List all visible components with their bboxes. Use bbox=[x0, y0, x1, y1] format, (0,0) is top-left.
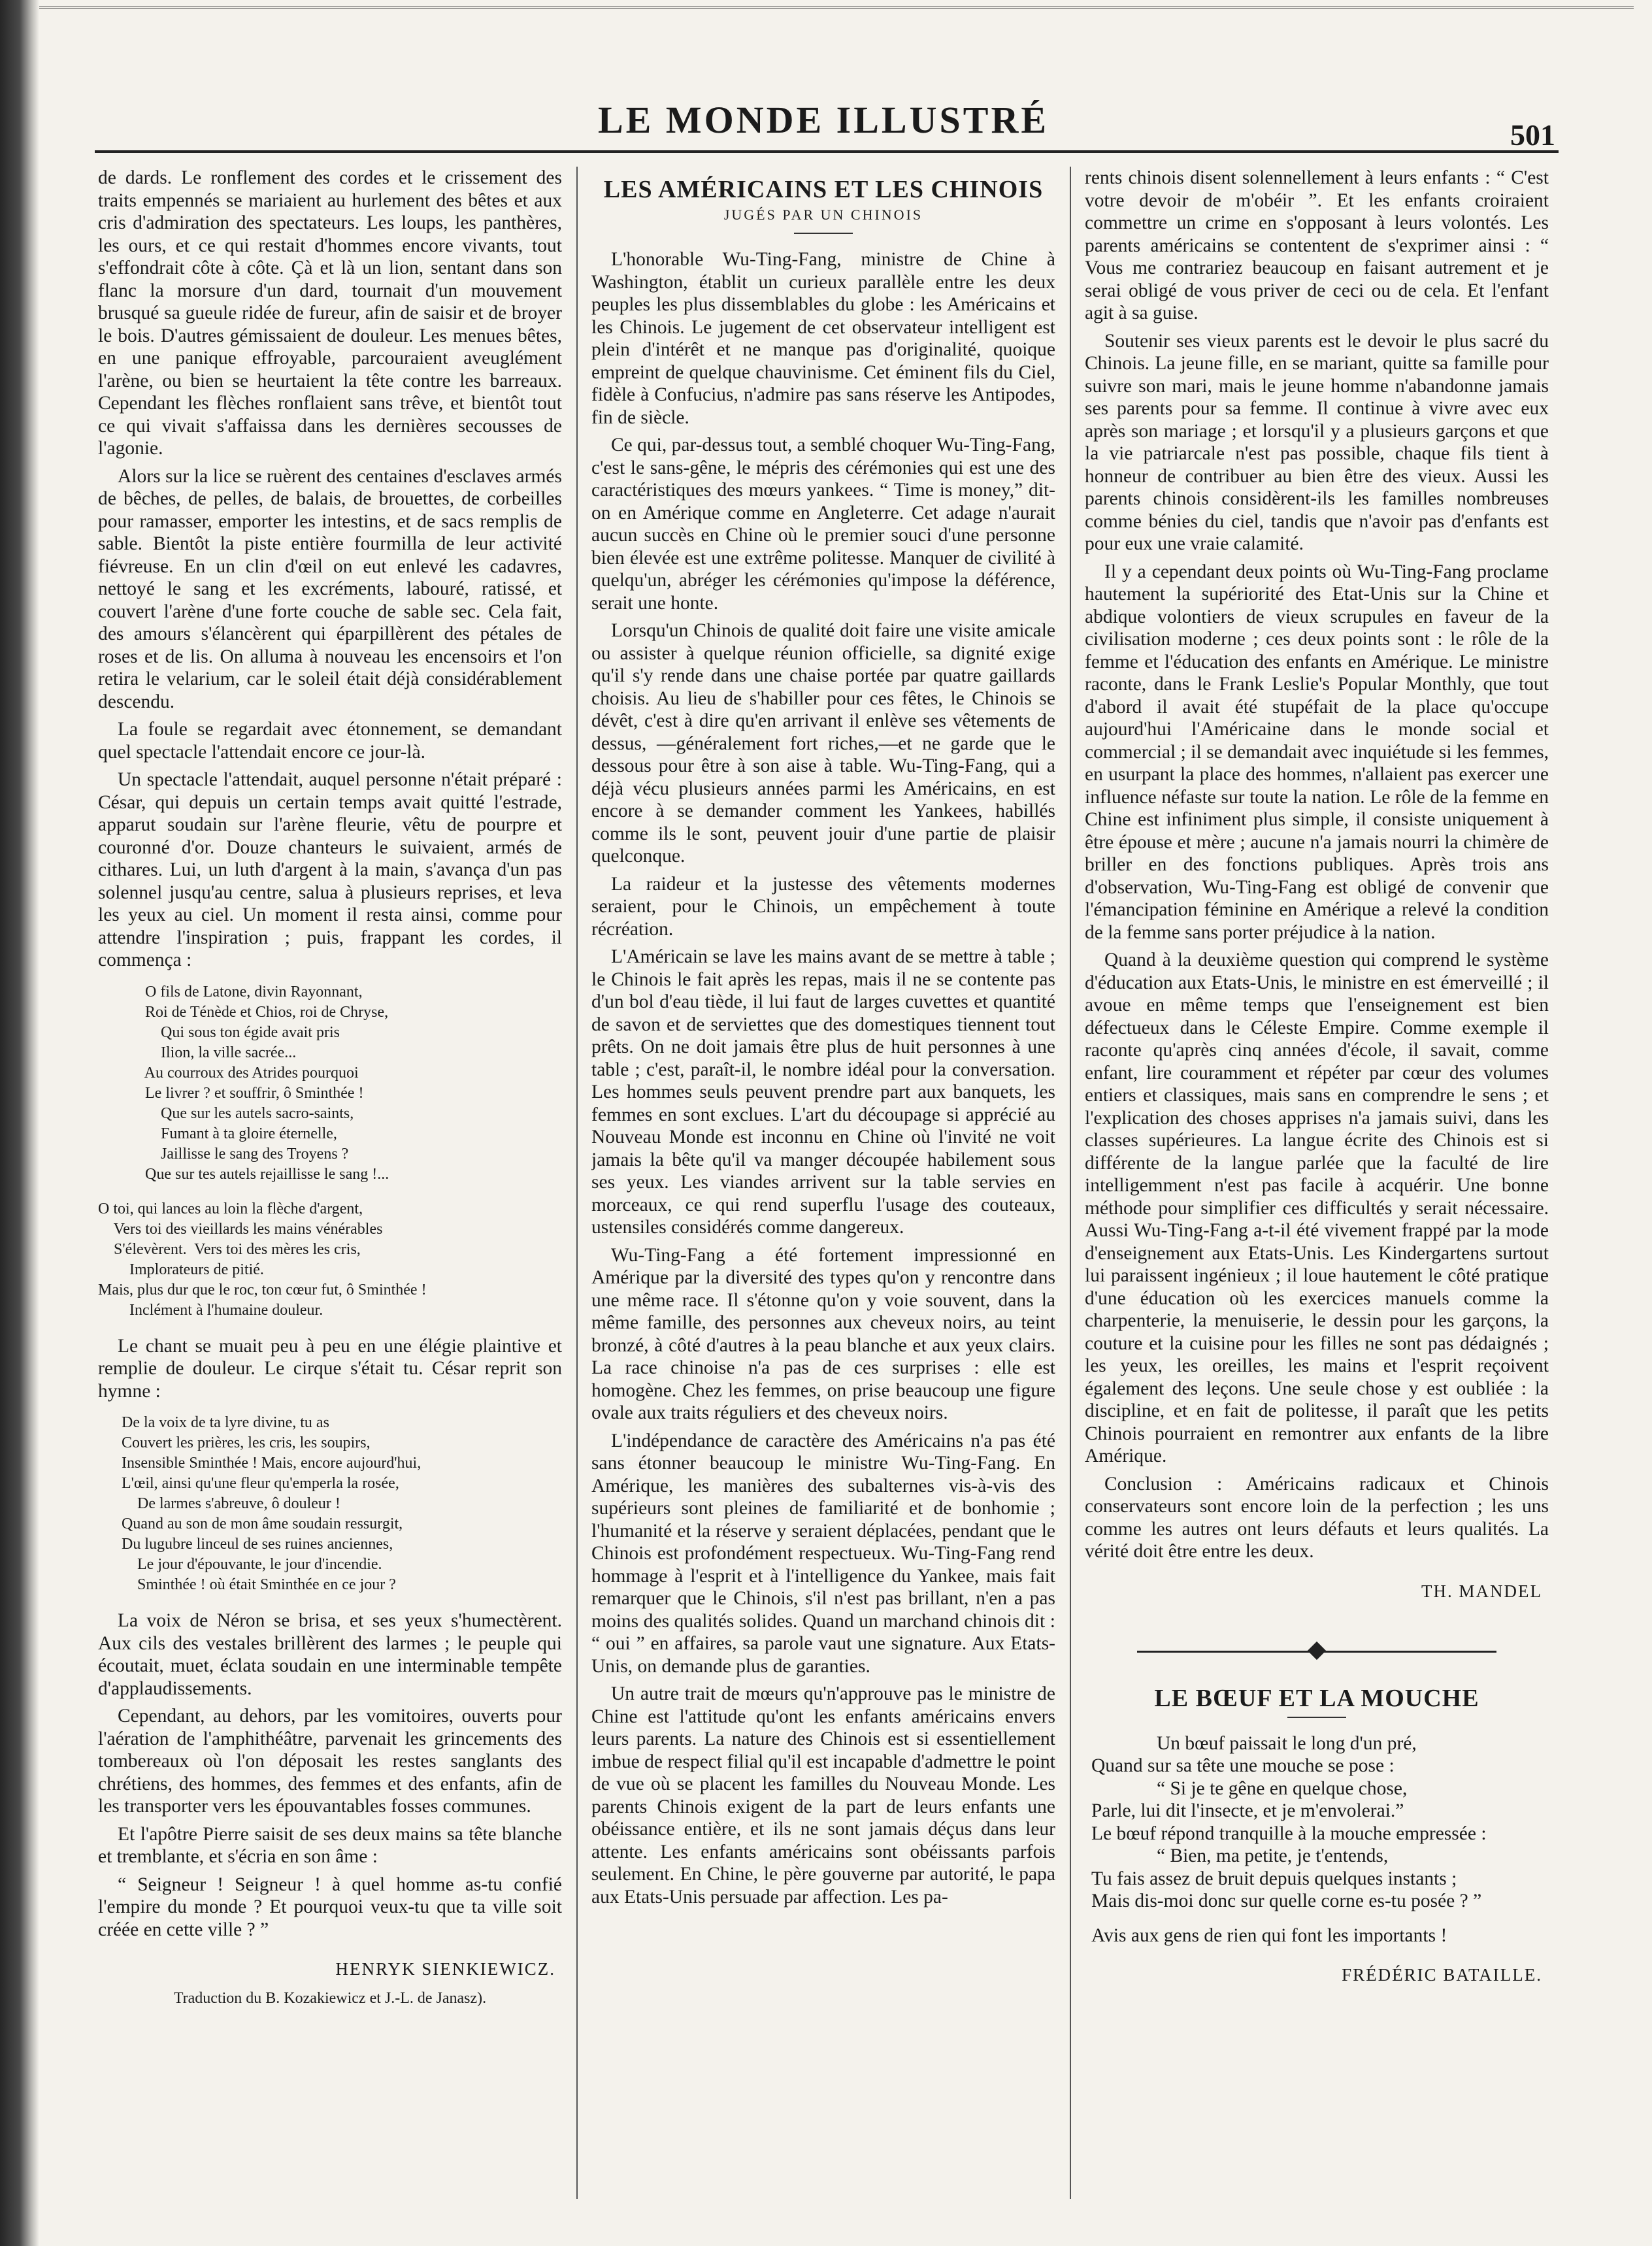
verse-line: Ilion, la ville sacrée... bbox=[98, 1044, 297, 1061]
verse-line: De la voix de ta lyre divine, tu as bbox=[98, 1414, 329, 1431]
paragraph: de dards. Le ronflement des cordes et le crissement des traits empennés se mariaient au hurlement des bêtes et aux cris d'admiration des spectateurs. Les loups, les panthères, les ours, et ce qui restait d'hommes encore vivants, tout s'effondrait côte à côte. Çà et là un lion, sentant dans son flanc la morsure d'un dard, tournait d'un mouvement brusqué sa gueule ridée de fureur, afin de saisir et de broyer le bois. D'autres gémissaient de douleur. Les menues bêtes, en une panique effroyable, parcouraient aveuglément l'arène, ou bien se heurtaient la tête contre les barreaux. Cependant les flèches ronflaient sans trêve, et bientôt tout ce qui vivait s'affaissa dans les dernières secousses de l'agonie. bbox=[98, 167, 562, 459]
poem-title: LE BŒUF ET LA MOUCHE bbox=[1154, 1685, 1479, 1712]
author-signature: TH. MANDEL bbox=[1421, 1581, 1542, 1601]
paragraph: Quand à la deuxième question qui comprend le système d'éducation aux Etats-Unis, le ministre en est émerveillé ; il avoue en même temps que l'enseignement est bien défectueux dans le Céleste Empire. Comme exemple il raconte qu'après cinq années d'école, il savait, comme enfant, lire couramment et répéter par cœur des volumes entiers et classiques, mais sans en comprendre le sens ; et l'explication des choses apprises n'a jamais suivi, dans les classes supérieures. La langue écrite des Chinois est si différente de la langue parlée que la faculté de lire intelligemment n'est pas facile à acquérir. Une bonne méthode pour simplifier ces difficultés y serait nécessaire. Aussi Wu-Ting-Fang a-t-il été vivement frappé par la mode d'enseignement aux Etats-Unis. Les Kindergartens surtout lui paraissent ingénieux ; il loue hautement le côté pratique d'une éducation où les exercices manuels comme la charpenterie, la menuiserie, le dessin pour les garçons, la couture et la cuisine pour les filles ne sont pas dédaignés ; les yeux, les oreilles, les mains et l'esprit reçoivent également des leçons. Une seule chose y est oubliée : la discipline, et en fait de politesse, il paraît que les petits Chinois pourraient en remontrer aux enfants de la libre Amérique. bbox=[1085, 950, 1549, 1466]
paragraph: La raideur et la justesse des vêtements modernes seraient, pour le Chinois, un empêchement à toute récréation. bbox=[591, 873, 1055, 940]
title-rule bbox=[794, 233, 853, 234]
verse-line: Quand au son de mon âme soudain ressurgit, bbox=[98, 1515, 403, 1532]
article-title: LES AMÉRICAINS ET LES CHINOIS bbox=[603, 176, 1044, 203]
verse-line: Que sur tes autels rejaillisse le sang !... bbox=[98, 1165, 389, 1183]
paragraph: La foule se regardait avec étonnement, se demandant quel spectacle l'attendait encore ce jour-là. bbox=[98, 719, 562, 763]
translation-credit: Traduction du B. Kozakiewicz et J.-L. de Janasz). bbox=[173, 1989, 487, 2007]
paragraph: L'Américain se lave les mains avant de se mettre à table ; le Chinois le fait après les repas, mais il ne se contente pas d'un bol d'eau tiède, il lui faut de larges cuvettes et quantité de savon et de serviettes que des domestiques tiennent tout prêts. On ne doit jamais être plus de huit personnes à une table ; c'est, paraît-il, le nombre idéal pour la conversation. Les hommes seuls peuvent prendre part aux banquets, les femmes en sont exclues. L'art du découpage si apprécié au Nouveau Monde est inconnu en Chine où l'invité ne voit jamais la bête qu'il va manger découpée habilement sous ses yeux. Les viandes arrivent sur la table servies en morceaux, ce qui rend superflu l'usage des couteaux, ustensiles considérés comme dangereux. bbox=[591, 946, 1055, 1238]
verse-line: Le jour d'épouvante, le jour d'incendie. bbox=[98, 1556, 382, 1573]
paragraph: Un spectacle l'attendait, auquel personne n'était préparé : César, qui depuis un certain temps avait quitté l'estrade, apparut soudain sur l'arène fleurie, vêtu de pourpre et couronné d'or. Douze chanteurs le suivaient, armés de cithares. Lui, un luth d'argent à la main, s'avança d'un pas solennel jusqu'au centre, salua à plusieurs reprises, et leva les yeux au ciel. Un moment il resta ainsi, comme pour attendre l'inspiration ; puis, frappant les cordes, il commença : bbox=[98, 769, 562, 970]
paragraph: rents chinois disent solennellement à leurs enfants : “ C'est votre devoir de m'obéir ”. Et les enfants croiraient commettre un crime en s'opposant à leurs volontés. Les parents américains se contentent de s'exprimer ainsi : “ Vous me contrariez beaucoup en faisant autrement et je serai obligé de vous priver de ceci ou de cela. Et l'enfant agit à sa guise. bbox=[1085, 167, 1549, 323]
poem-body bbox=[1085, 1732, 1549, 1947]
paragraph: Le chant se muait peu à peu en une élégie plaintive et remplie de douleur. Le cirque s'était tu. César reprit son hymne : bbox=[98, 1335, 562, 1402]
poem-line: Le bœuf répond tranquille à la mouche empressée : bbox=[1091, 1823, 1487, 1844]
masthead-title: LE MONDE ILLUSTRÉ bbox=[597, 99, 1049, 141]
verse-line: Sminthée ! où était Sminthée en ce jour ? bbox=[98, 1576, 396, 1593]
verse-line: Implorateurs de pitié. bbox=[98, 1261, 264, 1278]
paragraph: Lorsqu'un Chinois de qualité doit faire une visite amicale ou assister à quelque réunion officielle, sa dignité exige qu'il s'y rende dans une chaise portée par quatre gaillards choisis. Au lieu de s'habiller pour ces fêtes, le Chinois se dévêt, c'est à dire qu'en arrivant il enlève ses vêtements de dessus, —généralement fort riches,—et ne garde que le dessous pour être à son aise à table. Wu-Ting-Fang, qui a déjà vécu plusieurs années parmi les Américains, en est encore à se demander comment les Yankees, habillés comme ils le sont, peuvent jouir d'une partie de plaisir quelconque. bbox=[591, 620, 1055, 867]
author-signature: FRÉDÉRIC BATAILLE. bbox=[1342, 1965, 1542, 1985]
verse-line: Au courroux des Atrides pourquoi bbox=[98, 1064, 359, 1082]
column-3 bbox=[1085, 167, 1549, 2205]
verse-line: Fumant à ta gloire éternelle, bbox=[98, 1125, 337, 1142]
verse-line: S'élevèrent. Vers toi des mères les cris, bbox=[98, 1240, 361, 1258]
page-number: 501 bbox=[1510, 118, 1555, 152]
verse-line: L'œil, ainsi qu'une fleur qu'emperla la rosée, bbox=[98, 1475, 399, 1492]
column-divider-1 bbox=[576, 167, 578, 2199]
verse-line: Jaillisse le sang des Troyens ? bbox=[98, 1145, 349, 1163]
verse-line: Du lugubre linceul de ses ruines anciennes, bbox=[98, 1536, 393, 1553]
column-divider-2 bbox=[1070, 167, 1071, 2199]
title-rule bbox=[1287, 1717, 1346, 1718]
paragraph: Un autre trait de mœurs qu'n'approuve pas le ministre de Chine est l'attitude qu'ont les enfants américains envers leurs parents. La nature des Chinois est si essentiellement imbue de respect filial qu'il est incapable d'admettre le point de vue où se placent les familles du Nouveau Monde. Les parents Chinois exigent de la part de leurs enfants une obéissance entière, et ils ne sont jamais déçus dans leur attente. Les enfants américains sont obéissants parfois seulement. En Chine, le père gouverne par autorité, le papa aux Etats-Unis persuade par affection. Les pa- bbox=[591, 1683, 1055, 1907]
diamond-ornament-icon bbox=[1308, 1642, 1326, 1660]
header-rule bbox=[95, 150, 1559, 153]
verse-line: Que sur les autels sacro-saints, bbox=[98, 1104, 354, 1122]
verse-line: O toi, qui lances au loin la flèche d'argent, bbox=[98, 1200, 363, 1217]
section-ornament bbox=[1085, 1642, 1549, 1661]
poem-line: Un bœuf paissait le long d'un pré, bbox=[1157, 1732, 1417, 1754]
poem-line: Quand sur sa tête une mouche se pose : bbox=[1091, 1755, 1395, 1776]
article-subtitle: JUGÉS PAR UN CHINOIS bbox=[723, 206, 923, 223]
verse-line: Inclément à l'humaine douleur. bbox=[98, 1301, 323, 1319]
verse-line: Roi de Ténède et Chios, roi de Chryse, bbox=[98, 1003, 389, 1021]
verse-line: De larmes s'abreuve, ô douleur ! bbox=[98, 1495, 340, 1512]
paragraph: “ Seigneur ! Seigneur ! à quel homme as-tu confié l'empire du monde ? Et pourquoi veux-tu que ta ville soit créée en cette ville ? ” bbox=[98, 1874, 562, 1940]
column-2 bbox=[591, 167, 1055, 2205]
verse-line: Vers toi des vieillards les mains vénérables bbox=[98, 1220, 383, 1238]
paragraph: Cependant, au dehors, par les vomitoires, ouverts pour l'aération de l'amphithéâtre, parvenait les grincements des tombereaux où l'on déposait les restes sanglants des chrétiens, des hommes, des femmes et des enfants, afin de les transporter vers les épouvantables fosses communes. bbox=[98, 1706, 562, 1817]
poem-line: Tu fais assez de bruit depuis quelques instants ; bbox=[1091, 1868, 1457, 1889]
paragraph: Alors sur la lice se ruèrent des centaines d'esclaves armés de bêches, de pelles, de balais, de brouettes, de corbeilles pour ramasser, emporter les intestins, et de sacs remplis de sable. Bientôt la piste entière fourmilla de leur activité fiévreuse. En un clin d'œil on eut enlevé les cadavres, nettoyé le sang et les excréments, labouré, ratissé, et couvert l'arène d'une forte couche de sable sec. Cela fait, des amours s'élancèrent qui éparpillèrent des pétales de roses et de lis. On alluma à nouveau les encensoirs et l'on retira le velarium, car le soleil était déjà considérablement descendu. bbox=[98, 465, 562, 712]
verse-line: Mais, plus dur que le roc, ton cœur fut, ô Sminthée ! bbox=[98, 1281, 427, 1298]
page-header bbox=[91, 98, 1555, 157]
paragraph: La voix de Néron se brisa, et ses yeux s'humectèrent. Aux cils des vestales brillèrent des larmes ; le peuple qui écoutait, muet, éclata soudain en une interminable tempête d'applaudissements. bbox=[98, 1610, 562, 1699]
verse-line: Qui sous ton égide avait pris bbox=[98, 1023, 340, 1041]
poem-moral: Avis aux gens de rien qui font les importants ! bbox=[1091, 1924, 1447, 1946]
verse-line: O fils de Latone, divin Rayonnant, bbox=[98, 983, 363, 1000]
paragraph: L'honorable Wu-Ting-Fang, ministre de Chine à Washington, établit un curieux parallèle entre les deux peuples les plus dissemblables du globe : les Américains et les Chinois. Le jugement de cet observateur intelligent est plein d'intérêt et ne manque pas d'originalité, quoique empreint de quelque chauvinisme. Cet éminent fils du Ciel, fidèle à Confucius, n'admire pas sans réserve les Antipodes, fin de siècle. bbox=[591, 249, 1055, 428]
column-1 bbox=[98, 167, 562, 2205]
verse-block-3 bbox=[98, 1413, 562, 1595]
paragraph: Soutenir ses vieux parents est le devoir le plus sacré du Chinois. La jeune fille, en se mariant, quitte sa famille pour suivre son mari, mais le jeune homme n'abandonne jamais ses parents pour sa femme. Il continue à vivre avec eux après son mariage ; et lorsqu'il y a plusieurs garçons et que la vie patriarcale n'est pas possible, chaque fils tient à honneur de contribuer au bien être des vieux. Aussi les parents chinois considèrent-ils les familles nombreuses comme bénies du ciel, tandis que n'avoir pas d'enfants est pour eux une vraie calamité. bbox=[1085, 330, 1549, 554]
paragraph: Wu-Ting-Fang a été fortement impressionné en Amérique par la diversité des types qu'on y rencontre dans une même race. Il s'étonne qu'on y voie souvent, dans la même famille, des personnes aux cheveux noirs, au teint bronzé, à côté d'autres à la peau blanche et aux yeux clairs. La race chinoise n'a pas de ces surprises : elle est homogène. Chez les femmes, on prise beaucoup une figure ovale aux traits réguliers et des cheveux noirs. bbox=[591, 1244, 1055, 1423]
verse-line: Insensible Sminthée ! Mais, encore aujourd'hui, bbox=[98, 1455, 421, 1472]
verse-block-1 bbox=[98, 982, 562, 1185]
paragraph: Il y a cependant deux points où Wu-Ting-Fang proclame hautement la supériorité des Etat-Unis sur la Chine et abdique volontiers de vieux scrupules en faveur de la civilisation moderne ; ces deux points sont : le rôle de la femme et l'éducation des enfants en Amérique. Le ministre raconte, dans le Frank Leslie's Popular Monthly, que tout d'abord il avait été stupéfait de la place qu'occupe aujourd'hui l'Américaine dans le monde social et commercial ; il se demandait avec inquiétude si les femmes, en usurpant la place des hommes, n'allaient pas exercer une influence néfaste sur toute la nation. Le rôle de la femme en Chine est infiniment plus simple, il consiste uniquement à être épouse et mère ; aucune n'a jamais nourri la chimère de briller en des fonctions publiques. Après trois ans d'observation, Wu-Ting-Fang est obligé de convenir que l'émancipation féminine en Amérique a relevé la condition de la femme sans porter préjudice à la nation. bbox=[1085, 561, 1549, 943]
paragraph: Conclusion : Américains radicaux et Chinois conservateurs sont encore loin de la perfection ; les uns comme les autres ont leurs défauts et leurs qualités. La vérité doit être entre les deux. bbox=[1085, 1473, 1549, 1562]
poem-line: “ Bien, ma petite, je t'entends, bbox=[1157, 1845, 1389, 1866]
poem-line: Mais dis-moi donc sur quelle corne es-tu posée ? ” bbox=[1091, 1891, 1482, 1911]
scan-binding-edge bbox=[0, 0, 39, 2246]
poem-line: “ Si je te gêne en quelque chose, bbox=[1157, 1777, 1408, 1799]
author-signature: HENRYK SIENKIEWICZ. bbox=[335, 1959, 555, 1979]
paragraph: Et l'apôtre Pierre saisit de ses deux mains sa tête blanche et tremblante, et s'écria en son âme : bbox=[98, 1823, 562, 1867]
verse-block-2 bbox=[98, 1199, 562, 1321]
verse-line: Couvert les prières, les cris, les soupirs, bbox=[98, 1434, 371, 1451]
poem-line: Parle, lui dit l'insecte, et je m'envolerai.” bbox=[1091, 1800, 1404, 1821]
paragraph: Ce qui, par-dessus tout, a semblé choquer Wu-Ting-Fang, c'est le sans-gêne, le mépris des cérémonies qui est une des caractéristiques des mœurs yankees. “ Time is money,” dit-on en Amérique comme en Angleterre. Cet adage n'aurait aucun succès en Chine où le premier souci d'une personne bien élevée est une extrême politesse. Manquer de civilité à quelqu'un, abréger les cérémonies qu'impose la déférence, serait une honte. bbox=[591, 435, 1055, 614]
top-border-rule bbox=[39, 7, 1634, 8]
paragraph: L'indépendance de caractère des Américains n'a pas été sans étonner beaucoup le ministre Wu-Ting-Fang. En Amérique, les manières des subalternes vis-à-vis des supérieurs sont pleines de familiarité et de bonhomie ; l'humanité et la réserve y seraient déplacées, pendant que le Chinois est profondément respectueux. Wu-Ting-Fang rend hommage à l'esprit et à l'intelligence du Yankee, mais fait remarquer que le Chinois, s'il n'est pas brillant, n'en a pas moins des qualités solides. Quand un marchand chinois dit : “ oui ” en affaires, sa parole vaut une signature. Aux Etats-Unis, on demande plus de garanties. bbox=[591, 1430, 1055, 1677]
verse-line: Le livrer ? et souffrir, ô Sminthée ! bbox=[98, 1084, 364, 1102]
